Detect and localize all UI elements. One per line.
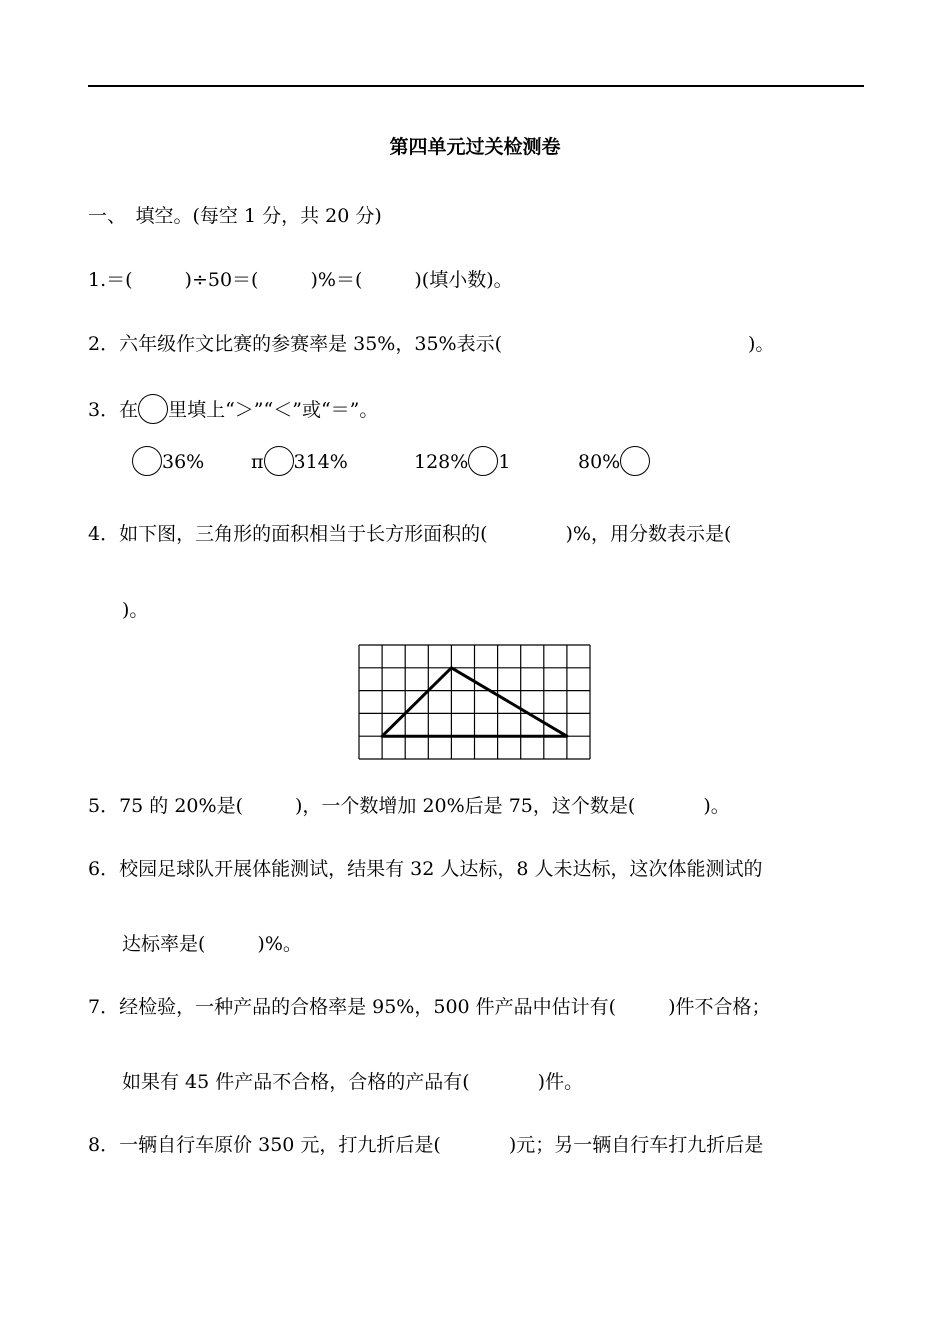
- question-6-line-2: 达标率是( )%。: [122, 933, 302, 955]
- compare-item-2: π 314%: [251, 446, 348, 476]
- question-7-line-2: 如果有 45 件产品不合格，合格的产品有( )件。: [122, 1071, 584, 1093]
- circle-blank[interactable]: [132, 446, 162, 476]
- compare-item-4: 80%: [578, 446, 650, 476]
- question-2: 2．六年级作文比赛的参赛率是 35%，35%表示( )。: [88, 333, 775, 355]
- circle-blank[interactable]: [468, 446, 498, 476]
- circle-blank-example: [138, 394, 168, 424]
- question-5: 5．75 的 20%是( )，一个数增加 20%后是 75，这个数是( )。: [88, 795, 730, 817]
- compare-item-3: 128% 1: [414, 446, 510, 476]
- question-7-line-1: 7．经检验，一种产品的合格率是 95%，500 件产品中估计有( )件不合格；: [88, 996, 771, 1018]
- question-8: 8．一辆自行车原价 350 元，打九折后是( )元；另一辆自行车打九折后是: [88, 1134, 764, 1156]
- section-heading: 一、 填空。(每空 1 分，共 20 分): [88, 205, 382, 227]
- grid-triangle-diagram: [358, 644, 591, 760]
- page-title: 第四单元过关检测卷: [389, 136, 561, 158]
- question-4-line-1: 4．如下图，三角形的面积相当于长方形面积的( )%，用分数表示是(: [88, 523, 732, 545]
- grid-figure: [358, 644, 591, 760]
- compare-item-1: 36%: [132, 446, 204, 476]
- circle-blank[interactable]: [264, 446, 294, 476]
- header-rule: [88, 85, 864, 87]
- question-6-line-1: 6．校园足球队开展体能测试，结果有 32 人达标，8 人未达标，这次体能测试的: [88, 858, 763, 880]
- question-1: 1.＝( )÷50＝( )%＝( )(填小数)。: [88, 269, 513, 291]
- question-4-line-2: )。: [122, 599, 149, 621]
- circle-blank[interactable]: [620, 446, 650, 476]
- question-3: 3．在 里填上“＞”“＜”或“＝”。: [88, 394, 378, 424]
